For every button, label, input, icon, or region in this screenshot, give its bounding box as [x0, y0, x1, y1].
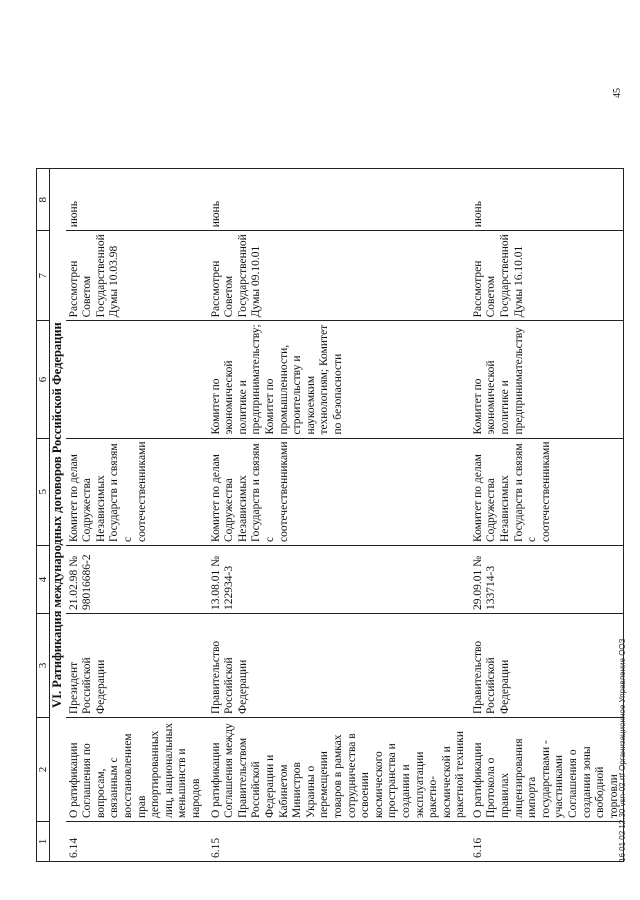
page-number: 45 — [612, 88, 623, 98]
column-number: 8 — [37, 169, 50, 231]
responsible-committee: Комитет по делам Содружества Независимых Государств и связям с соотечественниками — [66, 438, 208, 545]
bill-name: О ратификации Протокола о правилах лицензирования импорта государствами - участниками Соглашения о создании зоны свободной торговли — [470, 718, 624, 822]
document-table — [36, 168, 624, 862]
registration-date-number: 29.09.01 № 133714-3 — [470, 546, 624, 614]
column-number: 7 — [37, 231, 50, 321]
initiative-subject: Правительство Российской Федерации — [470, 614, 624, 718]
status: Рассмотрен Советом Государственной Думы 10.03.98 — [66, 231, 208, 321]
co-executor-committees: Комитет по экономической политике и предпринимательству — [470, 321, 624, 438]
co-executor-committees — [66, 321, 208, 438]
responsible-committee: Комитет по делам Содружества Независимых Государств и связям с соотечественниками — [208, 438, 470, 545]
page-footer: 16 01 02 12.30 vsn-02.rtf Организационное Управление ООЗ — [618, 638, 627, 862]
row-number: 6.14 — [66, 822, 208, 862]
bill-name: О ратификации Соглашения между Правительством Российской Федерации и Кабинетом Министров Украины о перемещении товаров в рамках сотрудничества в освоении космического пространства и создании и эксплуатации ракетно-космической и ракетной техники — [208, 718, 470, 822]
column-number: 1 — [37, 822, 50, 862]
status: Рассмотрен Советом Государственной Думы 09.10.01 — [208, 231, 470, 321]
section-title: VI. Ратификация международных договоров Российской Федерации — [50, 169, 66, 862]
table-row — [66, 169, 208, 862]
planned-month: июнь — [66, 169, 208, 231]
column-number: 6 — [37, 321, 50, 438]
registration-date-number: 21.02.98 № 98016686-2 — [66, 546, 208, 614]
co-executor-committees: Комитет по экономической политике и предпринимательству; Комитет по промышленности, строительству и наукоемким технологиям; Комитет по безопасности — [208, 321, 470, 438]
registration-date-number: 13.08.01 № 122934-3 — [208, 546, 470, 614]
initiative-subject: Президент Российской Федерации — [66, 614, 208, 718]
section-header-row — [50, 169, 66, 862]
column-number: 3 — [37, 614, 50, 718]
column-number: 4 — [37, 546, 50, 614]
row-number: 6.15 — [208, 822, 470, 862]
table-row — [208, 169, 470, 862]
row-number: 6.16 — [470, 822, 624, 862]
planned-month: июнь — [470, 169, 624, 231]
column-number: 2 — [37, 718, 50, 822]
column-number: 5 — [37, 438, 50, 545]
planned-month: июнь — [208, 169, 470, 231]
column-number-row — [37, 169, 50, 862]
initiative-subject: Правительство Российской Федерации — [208, 614, 470, 718]
responsible-committee: Комитет по делам Содружества Независимых Государств и связям с соотечественниками — [470, 438, 624, 545]
bill-name: О ратификации Соглашения по вопросам, связанным с восстановлением прав депортированных лиц, национальных меньшинств и народов — [66, 718, 208, 822]
status: Рассмотрен Советом Государственной Думы 16.10.01 — [470, 231, 624, 321]
table-row — [470, 169, 624, 862]
